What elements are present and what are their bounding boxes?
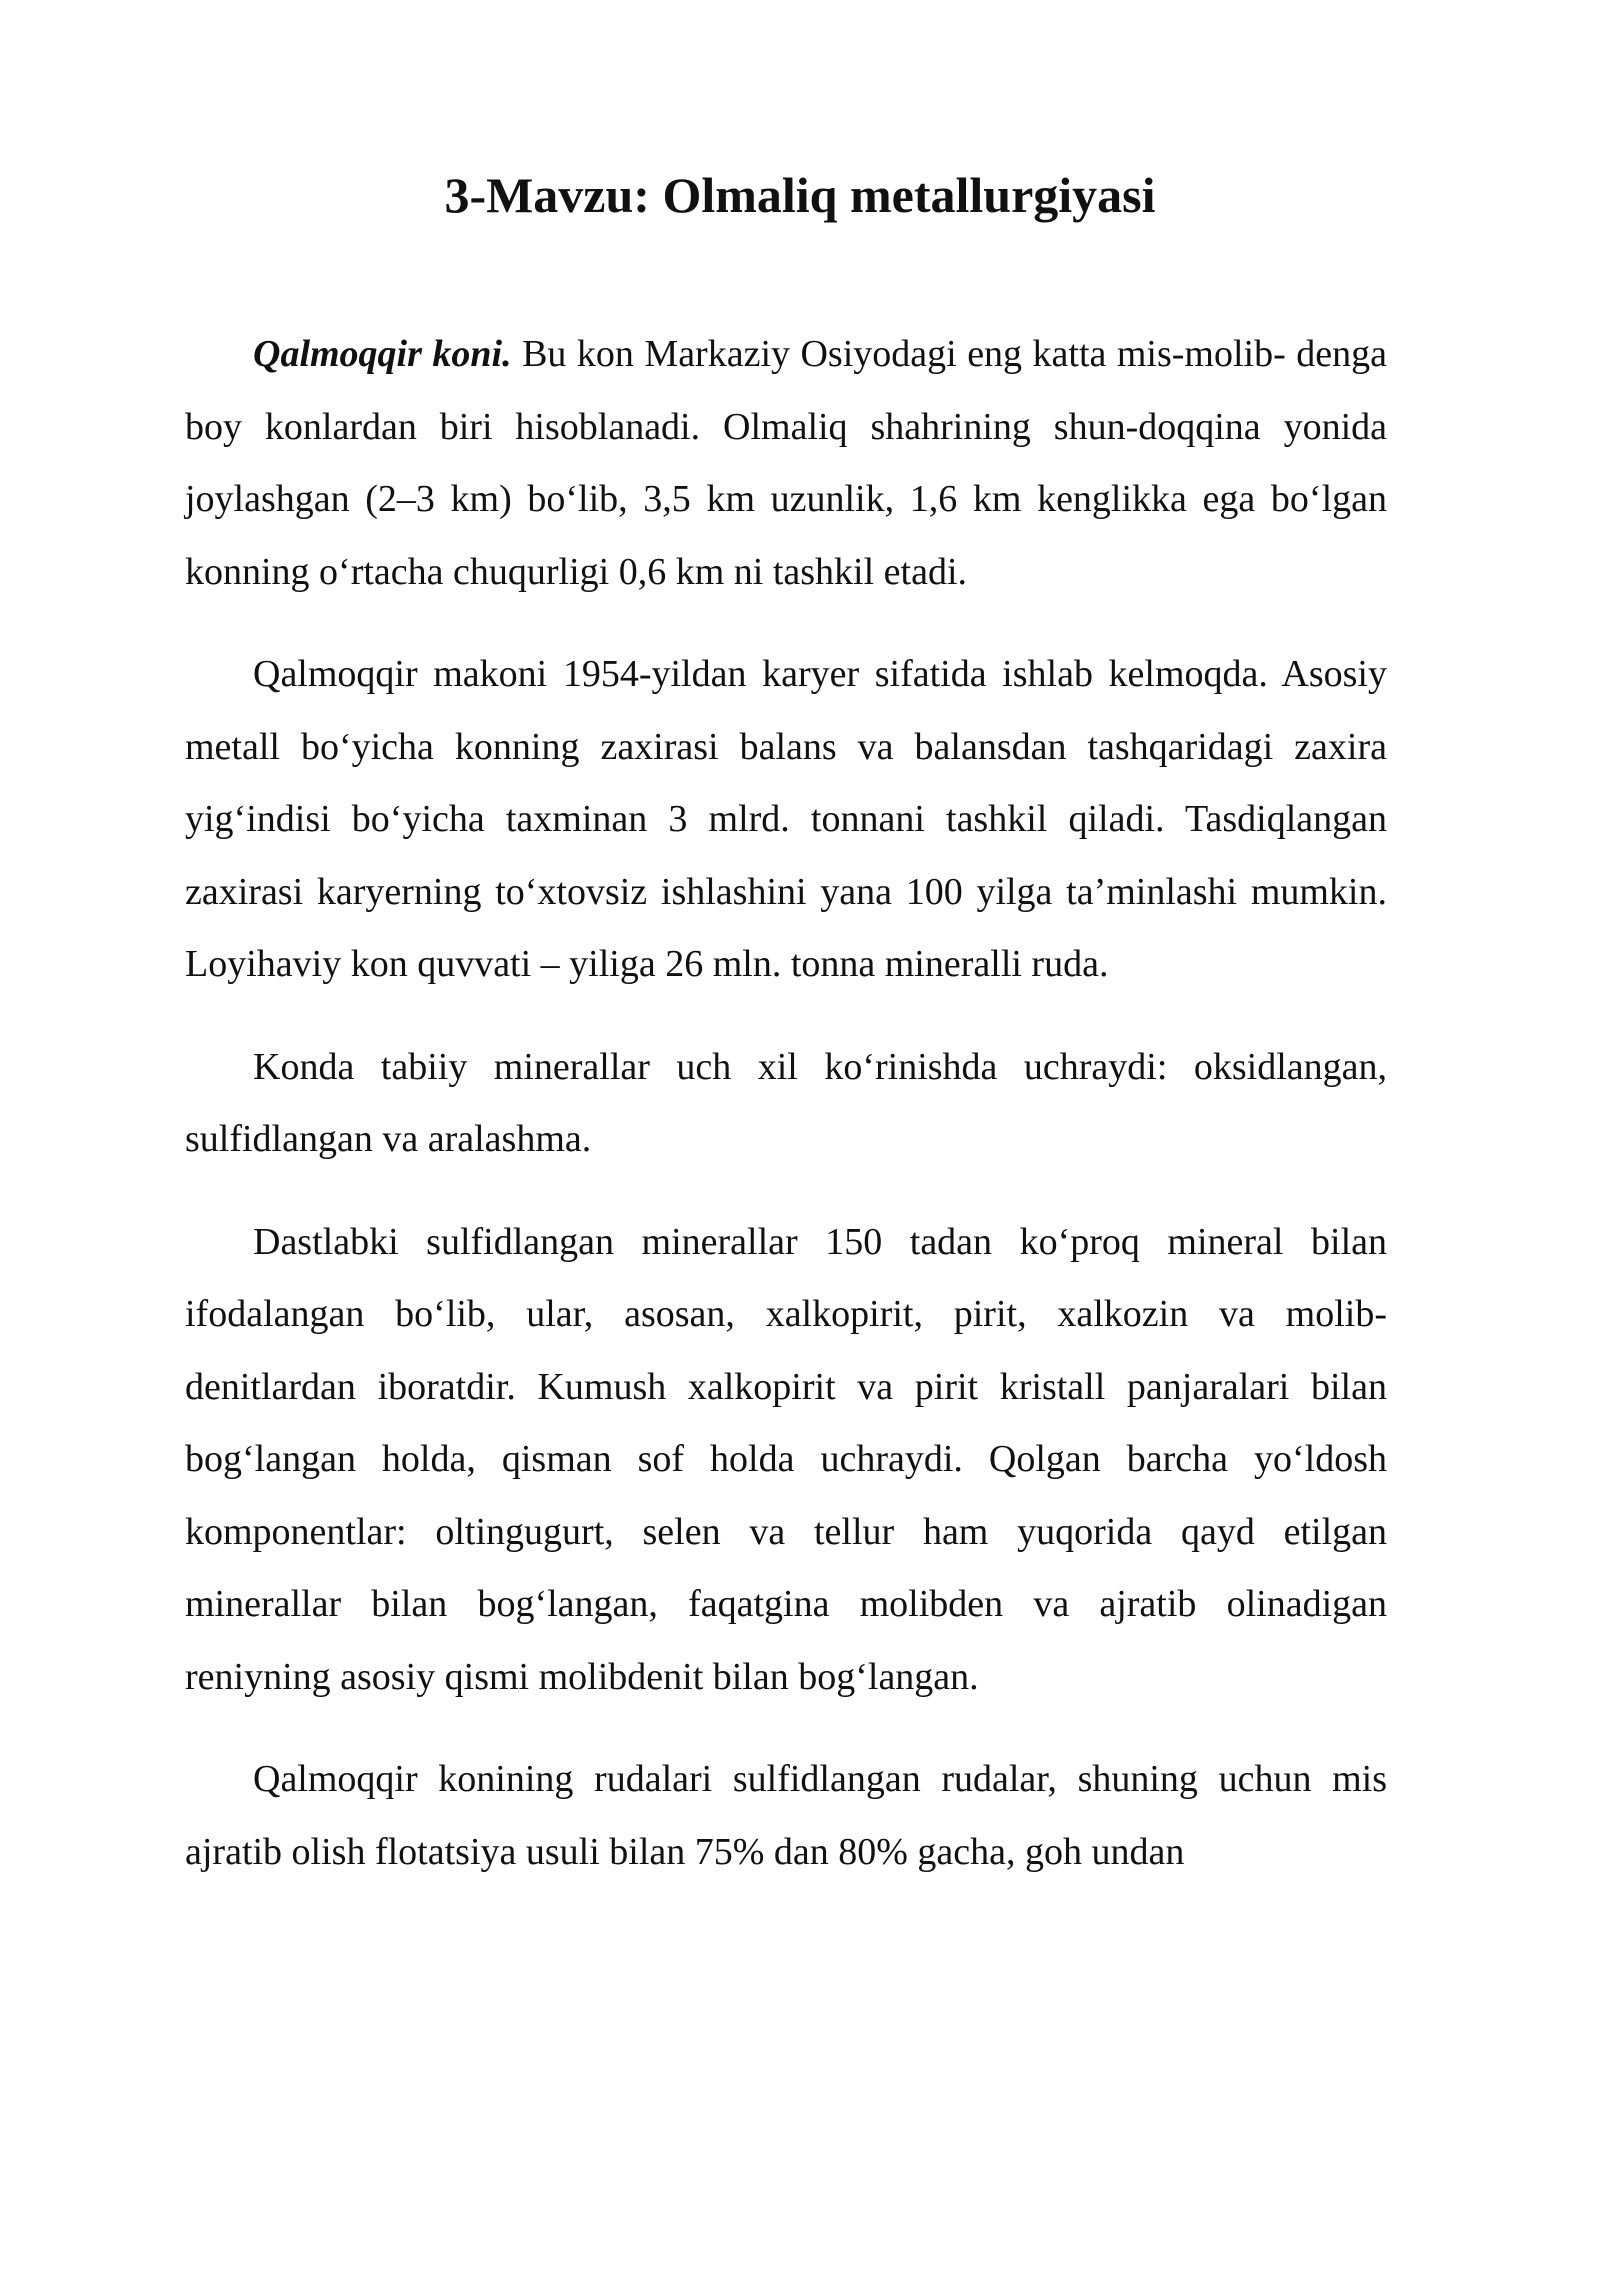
paragraph-sulfidlangan-minerallar bbox=[185, 1206, 1387, 1714]
paragraph-lead: Qalmoqqir koni. bbox=[253, 333, 512, 375]
paragraph-text: Qalmoqqir makoni 1954-yildan karyer sifatida ishlab kelmoqda. Asosiy metall bo‘yicha konning zaxirasi balans va balansdan tashqaridagi zaxira yig‘indisi bo‘yicha taxminan 3 mlrd. tonnani tashkil qiladi. Tasdiqlangan zaxirasi karyerning to‘xtovsiz ishlashini yana 100 yilga ta’minlashi mumkin. Loyihaviy kon quvvati – yiliga 26 mln. tonna mineralli ruda. bbox=[185, 653, 1387, 985]
paragraph-rudalar bbox=[185, 1743, 1387, 1888]
paragraph-text: Konda tabiiy minerallar uch xil ko‘rinishda uchraydi: oksidlangan, sulfidlangan va aralashma. bbox=[185, 1045, 1387, 1160]
paragraph-tabiiy-minerallar bbox=[185, 1031, 1387, 1176]
paragraph-text: Qalmoqqir konining rudalari sulfidlangan rudalar, shuning uchun mis ajratib olish flotatsiya usuli bilan 75% dan 80% gacha, goh undan bbox=[185, 1758, 1387, 1873]
page-title: 3-Mavzu: Olmaliq metallurgiyasi bbox=[444, 167, 1156, 223]
paragraph-qalmoqqir-koni bbox=[185, 318, 1387, 608]
paragraph-karyer bbox=[185, 638, 1387, 1001]
paragraph-text: Bu kon Markaziy Osiyodagi eng katta mis-molib- denga boy konlardan biri hisoblanadi. Olmaliq shahrining shun-doqqina yonida joylashgan (2–3 km) bo‘lib, 3,5 km uzunlik, 1,6 km kenglikka ega bo‘lgan konning o‘rtacha chuqurligi 0,6 km ni tashkil etadi. bbox=[185, 333, 1387, 593]
document-body bbox=[185, 318, 1387, 1918]
paragraph-text: Dastlabki sulfidlangan minerallar 150 tadan ko‘proq mineral bilan ifodalangan bo‘lib, ular, asosan, xalkopirit, pirit, xalkozin va molib-denitlardan iboratdir. Kumush xalkopirit va pirit kristall panjaralari bilan bog‘langan holda, qisman sof holda uchraydi. Qolgan barcha yo‘ldosh komponentlar: oltingugurt, selen va tellur ham yuqorida qayd etilgan minerallar bilan bog‘langan, faqatgina molibden va ajratib olinadigan reniyning asosiy qismi molibdenit bilan bog‘langan. bbox=[185, 1220, 1387, 1698]
